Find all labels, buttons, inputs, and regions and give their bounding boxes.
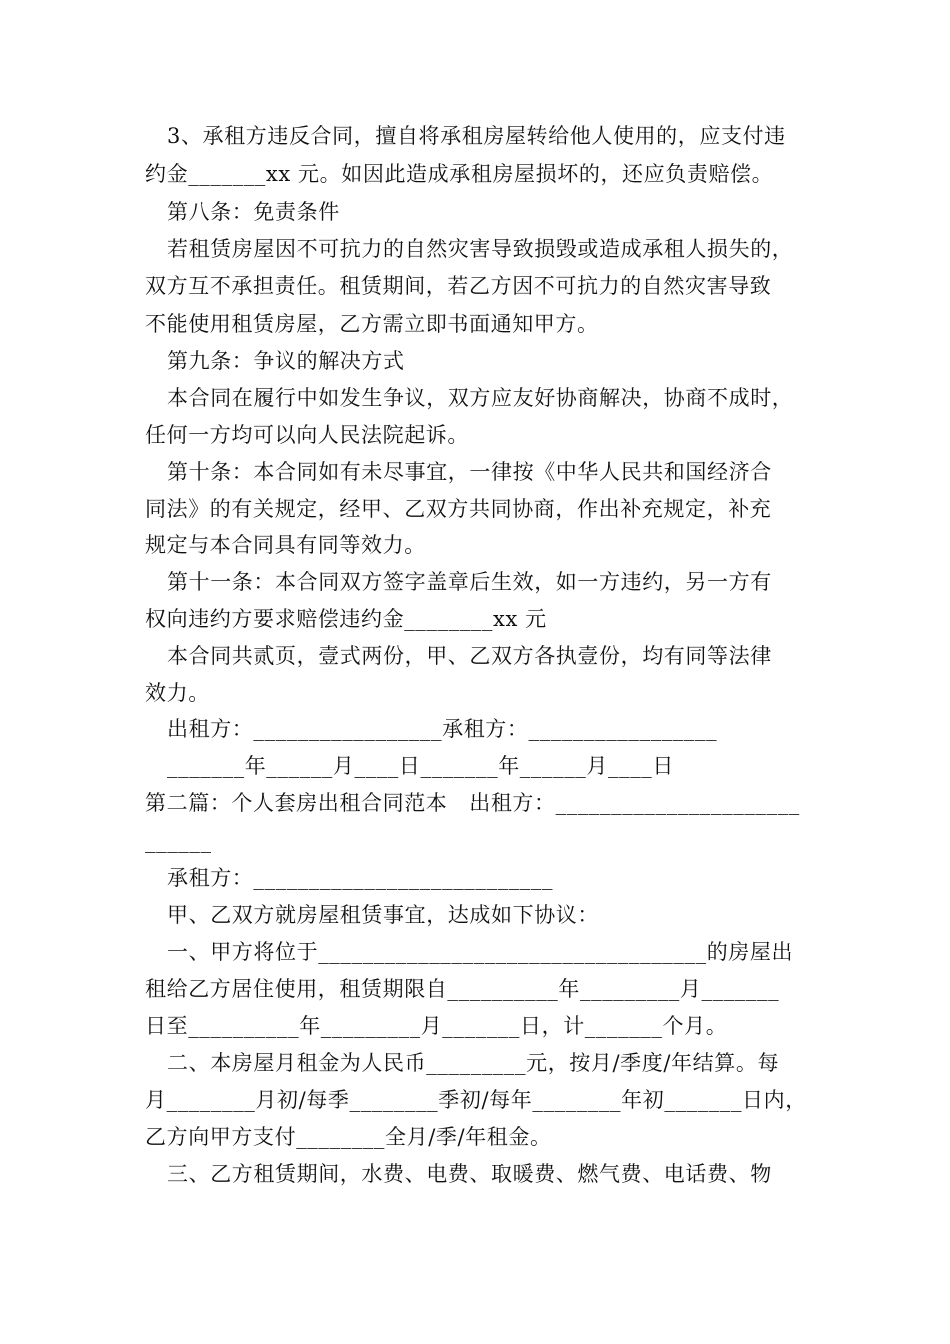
text-line: 约金_______xx 元。如因此造成承租房屋损坏的，还应负责赔偿。	[145, 162, 774, 186]
text-line: 甲、乙双方就房屋租赁事宜，达成如下协议：	[167, 903, 599, 927]
text-line: 第十一条：本合同双方签字盖章后生效，如一方违约，另一方有	[167, 570, 772, 594]
text-line: 日至__________年_________月_______日，计_______个月。	[145, 1014, 728, 1038]
text-line: 本合同共贰页，壹式两份，甲、乙双方各执壹份，均有同等法律	[167, 644, 772, 668]
section-heading: 第九条：争议的解决方式	[167, 349, 405, 373]
text-line: 效力。	[145, 681, 210, 705]
text-line: 第十条：本合同如有未尽事宜，一律按《中华人民共和国经济合	[167, 460, 772, 484]
text-line: 任何一方均可以向人民法院起诉。	[145, 423, 469, 447]
chapter-heading: 第二篇：个人套房出租合同范本 出租方：______________________	[145, 791, 800, 815]
tenant-line: 承租方：___________________________	[167, 866, 554, 890]
text-line: 3、承租方违反合同，擅自将承租房屋转给他人使用的，应支付违	[167, 124, 786, 148]
text-line: 三、乙方租赁期间，水费、电费、取暖费、燃气费、电话费、物	[167, 1162, 772, 1186]
text-line: 同法》的有关规定，经甲、乙双方共同协商，作出补充规定，补充	[145, 497, 772, 521]
text-line: 权向违约方要求赔偿违约金________xx 元	[145, 607, 547, 631]
date-line: _______年______月____日_______年______月____日	[167, 754, 674, 778]
text-line: 二、本房屋月租金为人民币_________元，按月/季度/年结算。每	[167, 1051, 780, 1075]
text-line: 本合同在履行中如发生争议，双方应友好协商解决，协商不成时，	[167, 386, 794, 410]
text-line: 规定与本合同具有同等效力。	[145, 533, 426, 557]
text-line: 一、甲方将位于___________________________________的房屋出	[167, 940, 794, 964]
text-line: 若租赁房屋因不可抗力的自然灾害导致损毁或造成承租人损失的，	[167, 237, 794, 261]
text-line: ______	[145, 829, 212, 853]
text-line: 月________月初/每季________季初/每年________年初_______日内，	[145, 1088, 807, 1112]
text-line: 双方互不承担责任。租赁期间，若乙方因不可抗力的自然灾害导致	[145, 274, 772, 298]
text-line: 租给乙方居住使用，租赁期限自__________年_________月_______	[145, 977, 780, 1001]
text-line: 乙方向甲方支付________全月/季/年租金。	[145, 1125, 552, 1149]
section-heading: 第八条：免责条件	[167, 200, 340, 224]
signature-line: 出租方：_________________承租方：_________________	[167, 717, 718, 741]
text-line: 不能使用租赁房屋，乙方需立即书面通知甲方。	[145, 312, 599, 336]
